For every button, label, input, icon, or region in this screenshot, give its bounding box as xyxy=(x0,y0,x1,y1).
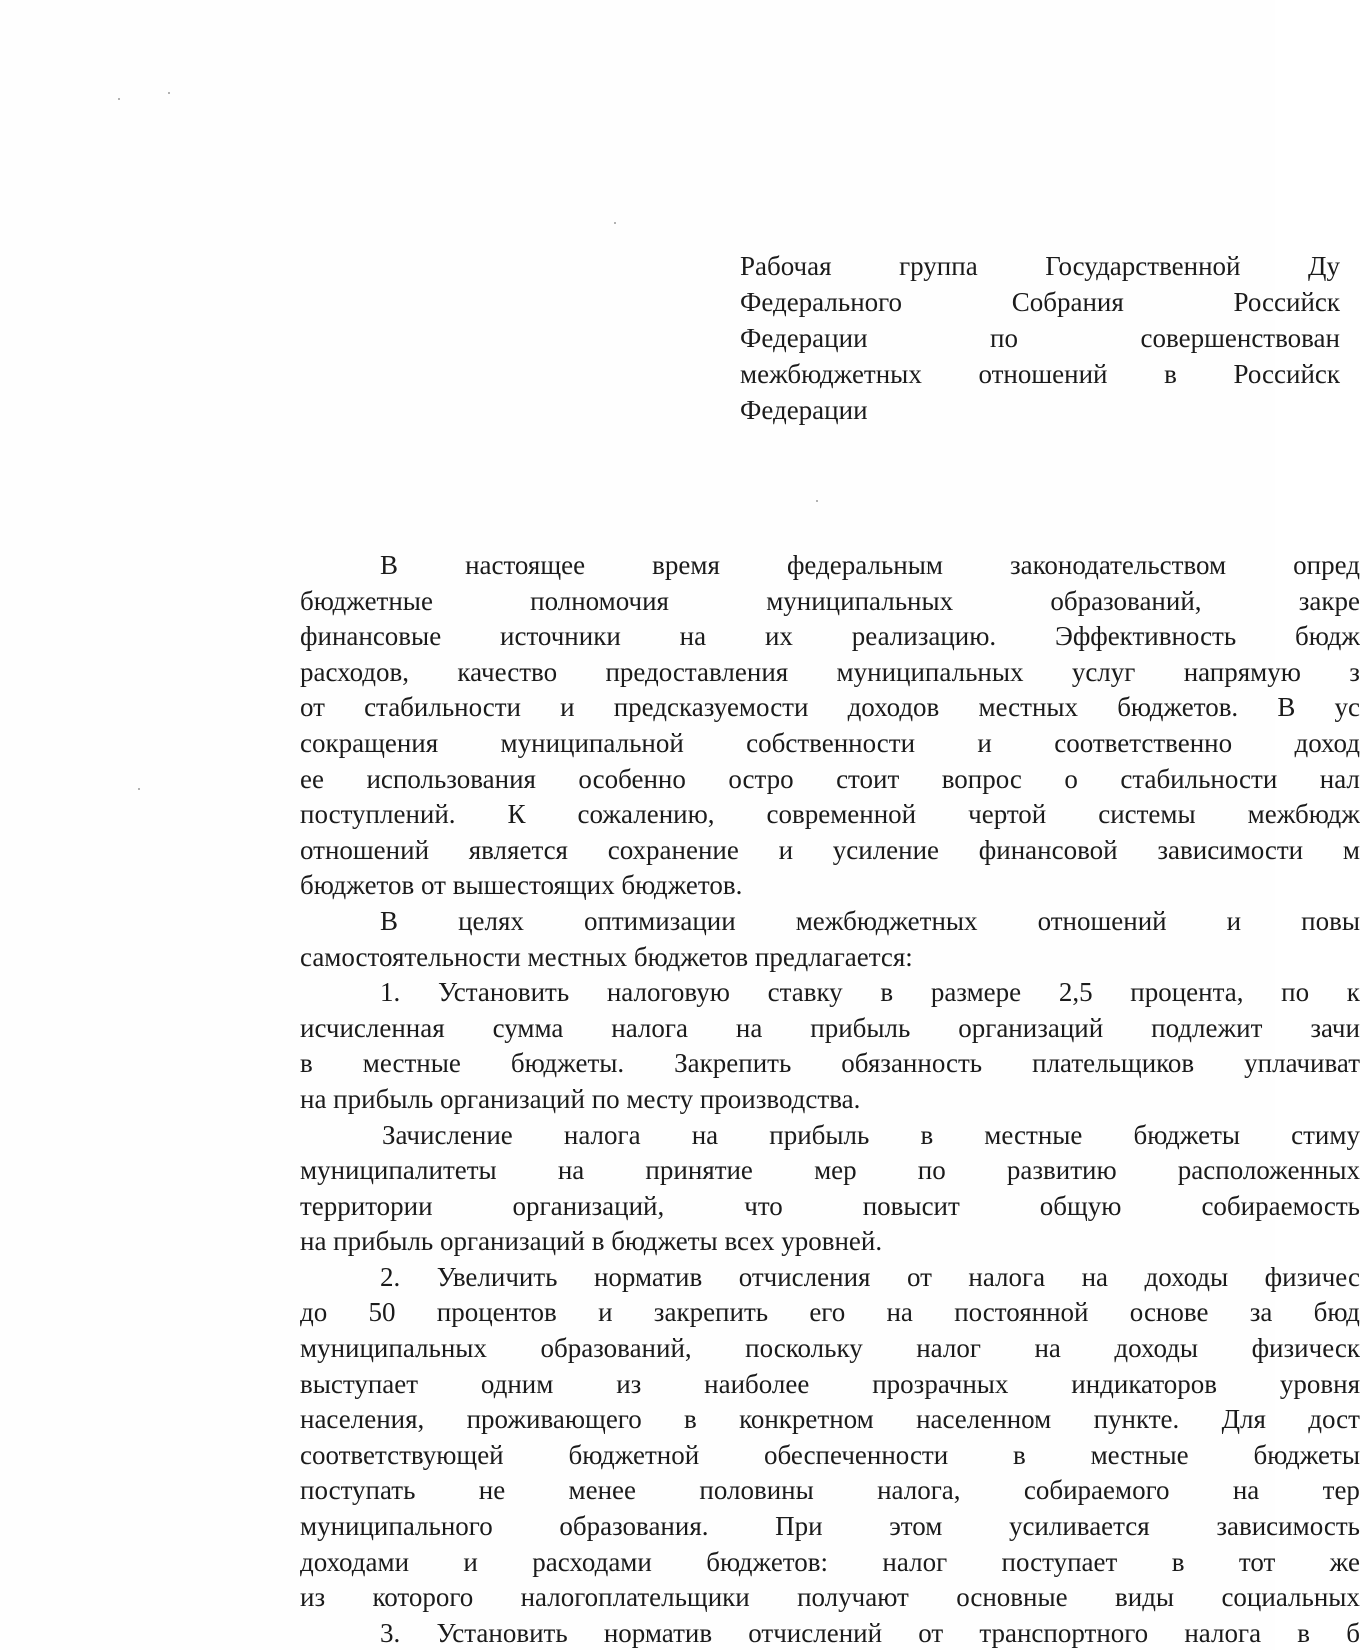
word: При xyxy=(775,1511,823,1542)
word: обеспеченности xyxy=(764,1439,949,1470)
word: организаций xyxy=(958,1012,1104,1043)
word: Собрания xyxy=(1011,287,1124,317)
word: отчислений xyxy=(748,1617,883,1648)
word: на xyxy=(679,621,707,652)
body-line xyxy=(300,548,1360,584)
word: же xyxy=(1329,1546,1360,1577)
word: социальных xyxy=(1221,1582,1360,1613)
addressee-line-text: Федерации xyxy=(740,395,868,425)
word: ус xyxy=(1334,692,1360,723)
word: собственности xyxy=(746,727,916,758)
word: на xyxy=(1081,1261,1109,1292)
word: федеральным xyxy=(786,550,943,580)
word: бюджеты xyxy=(1133,1119,1241,1150)
word: закрепить xyxy=(653,1297,769,1328)
word: местные xyxy=(1090,1439,1189,1470)
body-line xyxy=(300,1402,1360,1438)
word: 50 xyxy=(368,1297,396,1328)
body-line xyxy=(300,833,1360,869)
word: налога xyxy=(968,1261,1046,1292)
scan-speck xyxy=(168,92,170,94)
word: системы xyxy=(1098,799,1196,830)
word: и xyxy=(778,834,794,865)
word: предсказуемости xyxy=(613,692,809,723)
word: сокращения xyxy=(300,727,439,758)
body-line xyxy=(300,619,1360,655)
word: процента, xyxy=(1130,977,1244,1008)
word: налога xyxy=(611,1012,688,1043)
word: налог xyxy=(882,1546,948,1577)
body-line xyxy=(300,1438,1360,1474)
word: мер xyxy=(814,1155,857,1186)
word: законодательством xyxy=(1010,550,1227,580)
word: доходами xyxy=(300,1546,410,1577)
addressee-line xyxy=(740,356,1340,392)
word: доходы xyxy=(1144,1261,1229,1292)
word: бюджетной xyxy=(568,1439,700,1470)
word: стиму xyxy=(1291,1119,1360,1150)
word: отношений xyxy=(1037,905,1167,936)
word: их xyxy=(764,621,793,652)
body-line xyxy=(300,1331,1360,1367)
word: налоговую xyxy=(606,977,730,1008)
word: закре xyxy=(1298,585,1360,616)
word: услуг xyxy=(1071,656,1136,687)
body-line xyxy=(300,1509,1360,1545)
word: индикаторов xyxy=(1071,1368,1218,1399)
word: обязанность xyxy=(841,1048,983,1079)
word: сохранение xyxy=(607,834,739,865)
word: получают xyxy=(797,1582,909,1613)
body-line xyxy=(300,1616,1360,1651)
word: целях xyxy=(458,905,524,936)
word: Установить xyxy=(437,977,570,1008)
body-line xyxy=(300,1260,1360,1296)
word: источники xyxy=(500,621,621,652)
word: плательщиков xyxy=(1032,1048,1195,1079)
word: половины xyxy=(699,1475,814,1506)
word: уплачиват xyxy=(1244,1048,1360,1079)
word: бюджетов: xyxy=(706,1546,829,1577)
body-line xyxy=(300,726,1360,762)
word: сумма xyxy=(492,1012,564,1043)
word: наиболее xyxy=(704,1368,810,1399)
word: бюджеты xyxy=(1253,1439,1360,1470)
word: тер xyxy=(1322,1475,1360,1506)
word: доход xyxy=(1294,727,1360,758)
word: настоящее xyxy=(465,550,586,580)
word: о xyxy=(1064,763,1078,794)
word: повы xyxy=(1301,905,1360,936)
word: финансовой xyxy=(978,834,1118,865)
word: муниципальных xyxy=(836,656,1024,687)
word: является xyxy=(468,834,568,865)
word: межбюджетных xyxy=(795,905,978,936)
word: прибыль xyxy=(810,1012,911,1043)
word: усиление xyxy=(832,834,940,865)
word: из xyxy=(616,1368,642,1399)
word: Эффективность xyxy=(1055,621,1237,652)
body-line xyxy=(300,655,1360,691)
word: на xyxy=(1232,1475,1260,1506)
word: собираемость xyxy=(1201,1190,1360,1221)
word: ставку xyxy=(767,977,843,1008)
scan-speck xyxy=(118,98,120,100)
word: доходов xyxy=(847,692,940,723)
body-line xyxy=(300,1153,1360,1189)
word: выступает xyxy=(300,1368,419,1399)
body-line xyxy=(300,797,1360,833)
word: по xyxy=(917,1155,946,1186)
body-line xyxy=(300,1224,1360,1260)
body-line xyxy=(300,904,1360,940)
body-line-text: самостоятельности местных бюджетов предлагается: xyxy=(300,941,913,972)
word: нал xyxy=(1319,763,1360,794)
word: отношений xyxy=(978,359,1108,389)
word: м xyxy=(1342,834,1360,865)
word: населенном xyxy=(916,1404,1052,1435)
body-line xyxy=(300,1011,1360,1047)
word: территории xyxy=(300,1190,433,1221)
word: сожалению, xyxy=(577,799,715,830)
body-line xyxy=(300,1118,1360,1154)
word: в xyxy=(1013,1439,1026,1470)
word: муниципальной xyxy=(500,727,684,758)
word: норматив xyxy=(603,1617,713,1648)
word: реализацию. xyxy=(851,621,997,652)
word: Установить xyxy=(436,1617,568,1648)
word: Рабочая xyxy=(740,251,832,281)
word: прозрачных xyxy=(872,1368,1009,1399)
addressee-line xyxy=(740,248,1340,284)
word: остро xyxy=(728,763,794,794)
word: Закрепить xyxy=(674,1048,792,1079)
word: использования xyxy=(366,763,536,794)
body-line xyxy=(300,975,1360,1011)
word: до xyxy=(300,1297,328,1328)
word: В xyxy=(380,550,399,580)
word: поступает xyxy=(1001,1546,1118,1577)
word: налогоплательщики xyxy=(520,1582,750,1613)
word: образований, xyxy=(1050,585,1202,616)
addressee-line xyxy=(740,320,1340,356)
word: отчисления xyxy=(738,1261,871,1292)
word: качество xyxy=(457,656,558,687)
word: муниципального xyxy=(300,1511,493,1542)
word: на xyxy=(1034,1333,1061,1364)
body-line-text: на прибыль организаций по месту производства. xyxy=(300,1083,861,1114)
word: В xyxy=(1277,692,1296,723)
word: з xyxy=(1349,656,1360,687)
word: местные xyxy=(362,1048,461,1079)
word: физичес xyxy=(1264,1261,1360,1292)
word: одним xyxy=(480,1368,554,1399)
word: уровня xyxy=(1279,1368,1360,1399)
word: на xyxy=(735,1012,763,1043)
word: его xyxy=(809,1297,846,1328)
word: размере xyxy=(930,977,1022,1008)
word: вопрос xyxy=(941,763,1022,794)
word: стоит xyxy=(836,763,900,794)
word: современной xyxy=(766,799,917,830)
word: конкретном xyxy=(739,1404,874,1435)
word: Российск xyxy=(1233,359,1340,389)
word: усиливается xyxy=(1008,1511,1150,1542)
letter-body xyxy=(300,548,1360,1651)
word: этом xyxy=(889,1511,943,1542)
word: расходами xyxy=(532,1546,652,1577)
word: чертой xyxy=(968,799,1047,830)
word: Увеличить xyxy=(436,1261,558,1292)
word: собираемого xyxy=(1023,1475,1170,1506)
word: налога xyxy=(563,1119,641,1150)
scan-speck xyxy=(138,788,140,790)
body-line xyxy=(300,1046,1360,1082)
word: основные xyxy=(956,1582,1068,1613)
word: в xyxy=(684,1404,697,1435)
word: местные xyxy=(984,1119,1083,1150)
word: расходов, xyxy=(300,656,410,687)
word: организаций, xyxy=(512,1190,665,1221)
word: муниципальных xyxy=(766,585,954,616)
word: постоянной xyxy=(954,1297,1089,1328)
addressee-line xyxy=(740,392,1340,428)
word: что xyxy=(744,1190,783,1221)
word: Федерации xyxy=(740,323,868,353)
word: за xyxy=(1249,1297,1273,1328)
word: в xyxy=(920,1119,934,1150)
word: соответственно xyxy=(1054,727,1233,758)
word: процентов xyxy=(436,1297,557,1328)
body-line-text: бюджетов от вышестоящих бюджетов. xyxy=(300,870,743,901)
word: основе xyxy=(1129,1297,1209,1328)
body-line xyxy=(300,584,1360,620)
word: бюджетов. xyxy=(1117,692,1239,723)
word: дост xyxy=(1308,1404,1360,1435)
body-line xyxy=(300,1295,1360,1331)
word: налога xyxy=(1184,1617,1262,1648)
word: на xyxy=(557,1155,585,1186)
word: и xyxy=(560,692,575,723)
word: в xyxy=(1171,1546,1185,1577)
body-line xyxy=(300,1367,1360,1403)
word: транспортного xyxy=(979,1617,1149,1648)
word: образований, xyxy=(540,1333,692,1364)
word: поскольку xyxy=(745,1333,863,1364)
word: соответствующей xyxy=(300,1439,504,1470)
word: физическ xyxy=(1251,1333,1360,1364)
word: 2,5 xyxy=(1058,977,1093,1008)
word: от xyxy=(300,692,325,723)
word: пункте. xyxy=(1093,1404,1180,1435)
word: зависимость xyxy=(1216,1511,1360,1542)
body-line xyxy=(300,940,1360,976)
scan-speck xyxy=(816,500,818,502)
word: на xyxy=(691,1119,719,1150)
word: К xyxy=(507,799,526,830)
word: и xyxy=(598,1297,613,1328)
addressee-block xyxy=(740,248,1340,428)
word: оптимизации xyxy=(583,905,736,936)
word: к xyxy=(1346,977,1360,1008)
word: совершенствован xyxy=(1140,323,1340,353)
word: напрямую xyxy=(1183,656,1301,687)
word: предоставления xyxy=(605,656,789,687)
word: на xyxy=(886,1297,913,1328)
word: стабильности xyxy=(364,692,522,723)
word: зачи xyxy=(1310,1012,1360,1043)
body-line xyxy=(300,1545,1360,1581)
word: Федерального xyxy=(740,287,903,317)
word: 2. xyxy=(380,1261,401,1292)
word: 1. xyxy=(380,977,401,1008)
word: общую xyxy=(1039,1190,1122,1221)
word: подлежит xyxy=(1151,1012,1263,1043)
word: б xyxy=(1346,1617,1360,1648)
word: В xyxy=(380,905,399,936)
word: от xyxy=(906,1261,932,1292)
word: виды xyxy=(1115,1582,1175,1613)
word: и xyxy=(463,1546,478,1577)
word: Государственной xyxy=(1045,251,1241,281)
word: поступать xyxy=(300,1475,416,1506)
body-line xyxy=(300,762,1360,798)
word: менее xyxy=(568,1475,637,1506)
word: муниципальных xyxy=(300,1333,487,1364)
body-line xyxy=(300,1580,1360,1616)
word: стабильности xyxy=(1120,763,1278,794)
body-line-text: на прибыль организаций в бюджеты всех уровней. xyxy=(300,1226,883,1257)
addressee-line xyxy=(740,284,1340,320)
word: и xyxy=(977,727,992,758)
word: бюджетные xyxy=(300,585,433,616)
word: поступлений. xyxy=(300,799,456,830)
word: бюд xyxy=(1313,1297,1360,1328)
body-line xyxy=(300,1189,1360,1225)
body-line xyxy=(300,1082,1360,1118)
word: Ду xyxy=(1308,251,1340,281)
word: Для xyxy=(1221,1404,1266,1435)
word: муниципалитеты xyxy=(300,1155,497,1186)
word: бюдж xyxy=(1295,621,1360,652)
word: отношений xyxy=(300,834,430,865)
word: 3. xyxy=(380,1617,401,1648)
word: межбюджетных xyxy=(740,359,922,389)
word: норматив xyxy=(593,1261,703,1292)
body-line xyxy=(300,1473,1360,1509)
word: и xyxy=(1226,905,1242,936)
word: не xyxy=(478,1475,506,1506)
scan-speck xyxy=(614,222,616,224)
word: проживающего xyxy=(466,1404,642,1435)
word: развитию xyxy=(1006,1155,1117,1186)
word: в xyxy=(1297,1617,1310,1648)
word: налога, xyxy=(877,1475,961,1506)
word: в xyxy=(1164,359,1177,389)
word: по xyxy=(1281,977,1310,1008)
word: расположенных xyxy=(1177,1155,1360,1186)
word: финансовые xyxy=(300,621,442,652)
word: населения, xyxy=(300,1404,425,1435)
word: в xyxy=(880,977,894,1008)
word: время xyxy=(652,550,720,580)
word: доходы xyxy=(1114,1333,1199,1364)
word: местных xyxy=(978,692,1079,723)
word: ее xyxy=(300,763,324,794)
word: повысит xyxy=(862,1190,960,1221)
word: в xyxy=(300,1048,313,1079)
word: особенно xyxy=(578,763,686,794)
word: тот xyxy=(1238,1546,1276,1577)
word: зависимости xyxy=(1157,834,1304,865)
word: группа xyxy=(899,251,978,281)
body-line xyxy=(300,690,1360,726)
word: от xyxy=(918,1617,944,1648)
word: межбюдж xyxy=(1247,799,1360,830)
word: принятие xyxy=(645,1155,753,1186)
word: бюджеты. xyxy=(510,1048,625,1079)
word: Российск xyxy=(1233,287,1340,317)
word: полномочия xyxy=(530,585,669,616)
word: по xyxy=(990,323,1018,353)
word: Зачисление xyxy=(382,1119,513,1150)
word: налог xyxy=(916,1333,981,1364)
word: прибыль xyxy=(769,1119,870,1150)
word: опред xyxy=(1293,550,1360,580)
word: исчисленная xyxy=(300,1012,445,1043)
word: образования. xyxy=(559,1511,709,1542)
word: из xyxy=(300,1582,326,1613)
word: которого xyxy=(372,1582,474,1613)
body-line xyxy=(300,868,1360,904)
